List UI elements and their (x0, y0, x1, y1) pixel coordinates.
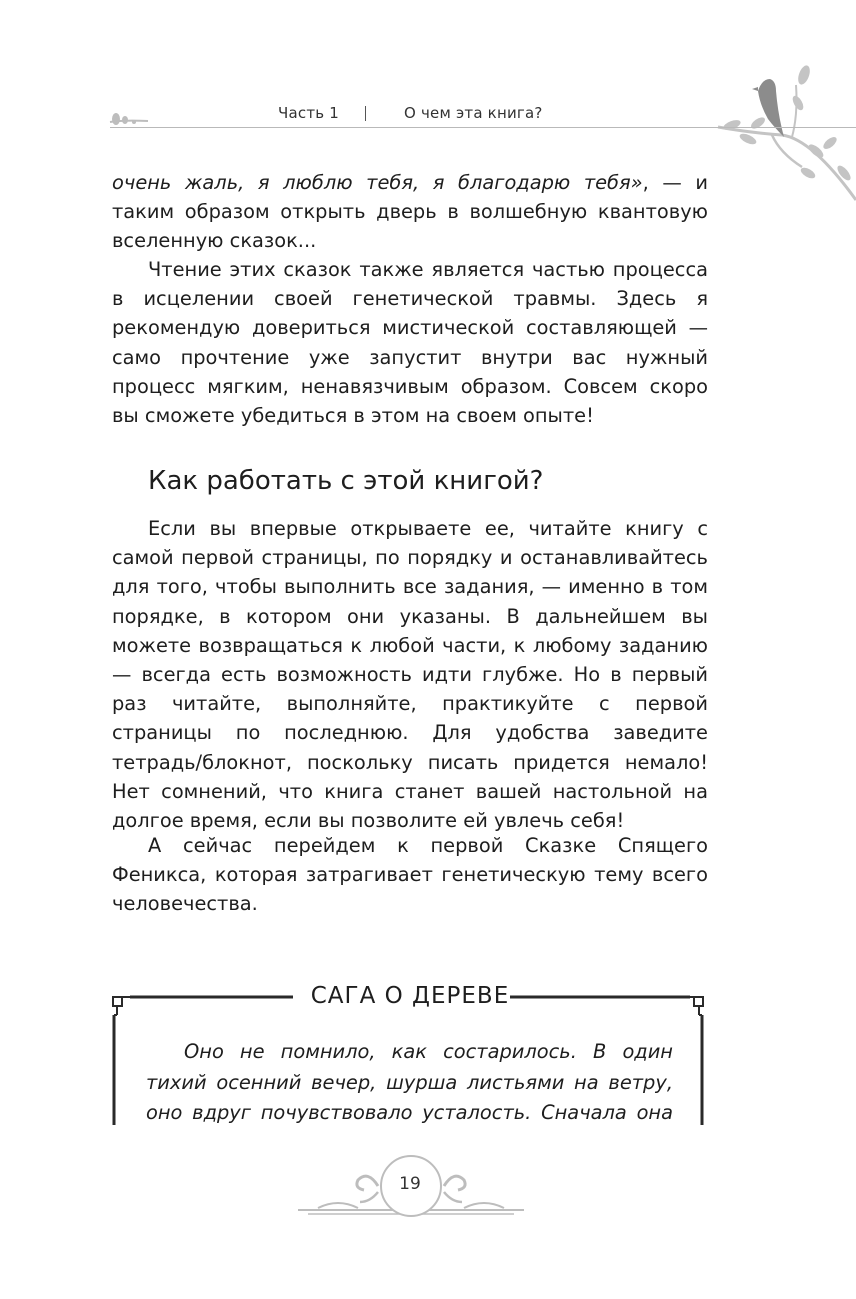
running-head-part: Часть 1 (278, 104, 340, 122)
running-head-separator (365, 106, 366, 121)
paragraph-how-to-work: Если вы впервые открываете ее, читайте книгу с самой первой страницы, по порядку и останавливайтесь для того, чтобы выполнить все задания, — именно в том порядке, в котором они указаны. В дальнейшем вы можете возвращаться к любой части, к любому заданию — всегда есть возможность идти глубже. Но в первый раз читайте, выполняйте, практикуйте с первой страницы по последнюю. Для удобства заведите тетрадь/блокнот, поскольку писать придется немало! Нет сомнений, что книга станет вашей настольной на долгое время, если вы позволите ей увлечь себя! (112, 517, 708, 833)
section-heading: Как работать с этой книгой? (148, 466, 544, 496)
page-number: 19 (399, 1174, 421, 1194)
paragraph-continuation-rest: , — и таким образом открыть дверь в волшебную квантовую вселенную сказок... (112, 171, 709, 253)
saga-text: Оно не помнило, как состарилось. В один тихий осенний вечер, шурша листьями на ветру, оно вдруг почувствовало усталость. Сначала она (146, 1040, 673, 1124)
paragraph-next-fairy-tale: А сейчас перейдем к первой Сказке Спящего Феникса, которая затрагивает генетическую тему всего человечества. (112, 834, 708, 916)
header-rule (110, 127, 856, 128)
running-head-chapter: О чем эта книга? (404, 104, 543, 122)
saga-title: САГА О ДЕРЕВЕ (310, 983, 510, 1009)
branch-with-bird-icon (712, 55, 856, 225)
paragraph-reading-fairy-tales: Чтение этих сказок также является частью процесса в исцелении своей генетической травмы. Здесь я рекомендую довериться мистической составляющей — само прочтение уже запустит внутри вас нужный процесс мягким, ненавязчивым образом. Совсем скоро вы сможете убедиться в этом на своем опыте! (112, 258, 708, 428)
paragraph-italic-quote: очень жаль, я люблю тебя, я благодарю тебя» (112, 171, 643, 194)
paragraph-continuation (112, 168, 708, 256)
